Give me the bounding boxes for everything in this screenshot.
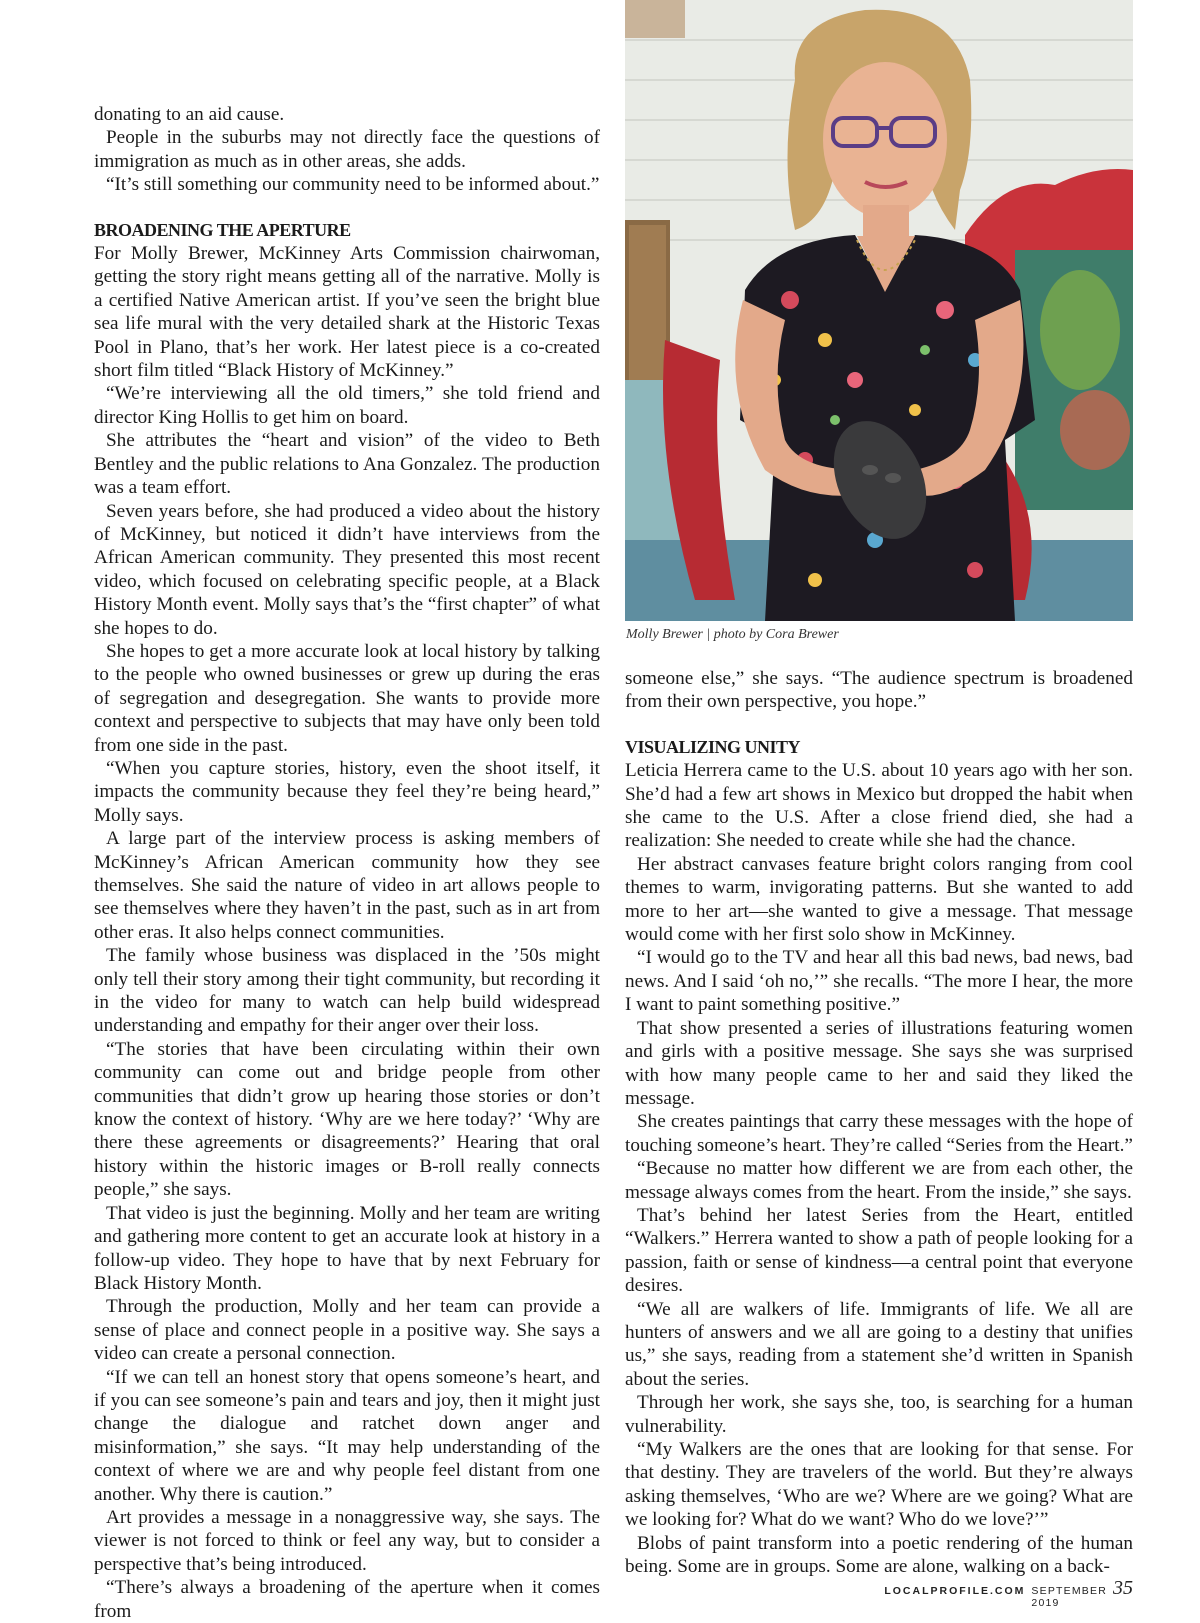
paragraph: That show presented a series of illustrations featuring women and girls with a positive message. She says she was surprised with how many people came to her and said they liked the message.	[625, 1017, 1133, 1109]
paragraph: A large part of the interview process is asking members of McKinney’s African American community how they see themselves. She said the nature of video in art allows people to see themselves where they haven’t in the past, such as in art from other eras. It also helps connect communities.	[94, 828, 600, 943]
paragraph: Her abstract canvases feature bright colors ranging from cool themes to warm, invigorating patterns. But she wanted to add more to her art—she wanted to give a message. That message would come with her first solo show in McKinney.	[625, 853, 1133, 946]
paragraph: “If we can tell an honest story that opens someone’s heart, and if you can see someone’s pain and tears and joy, then it might just change the dialogue and ratchet down anger and misinformation,” she says. “It may help understanding of the context of where we are and why people feel distant from one another. Why there is caution.”	[94, 1366, 600, 1505]
footer-site: LOCALPROFILE.COM	[884, 1585, 1026, 1597]
paragraph: That’s behind her latest Series from the Heart, entitled “Walkers.” Herrera wanted to show a path of people looking for a passion, faith or sense of kindness—a central point that everyone desires.	[625, 1204, 1133, 1297]
paragraph: “The stories that have been circulating within their own community can come out and bridge people from other communities that didn’t grow up hearing those stories or don’t know the context of history. ‘Why are we here today?’ ‘Why are there these agreements or disagreements?’ Hearing that oral history within the historic images or B-roll really connects people,” she says.	[94, 1038, 600, 1201]
paragraph: She attributes the “heart and vision” of the video to Beth Bentley and the public relations to Ana Gonzalez. The production was a team effort.	[94, 430, 600, 499]
paragraph: “It’s still something our community need to be informed about.”	[106, 174, 600, 196]
paragraph: Seven years before, she had produced a video about the history of McKinney, but noticed it didn’t have interviews from the African American community. They presented this most recent video, which focused on celebrating specific people, at a Black History Month event. Molly says that’s the “first chapter” of what she hopes to do.	[94, 500, 600, 639]
left-article-column	[94, 103, 600, 1623]
paragraph: People in the suburbs may not directly face the questions of immigration as much as in other areas, she adds.	[94, 127, 600, 172]
page-number: 35	[1113, 1577, 1133, 1599]
paragraph: “My Walkers are the ones that are looking for that sense. For that destiny. They are travelers of the world. But they’re always asking themselves, ‘Who are we? Where are we going? What are we looking for? What do we want? Who do we love?’”	[625, 1439, 1133, 1531]
paragraph: For Molly Brewer, McKinney Arts Commission chairwoman, getting the story right means getting all of the narrative. Molly is a certified Native American artist. If you’ve seen the bright blue sea life mural with the very detailed shark at the Historic Texas Pool in Plano, that’s her work. Her latest piece is a co-created short film titled “Black History of McKinney.”	[94, 243, 600, 382]
paragraph: Through her work, she says she, too, is searching for a human vulnerability.	[625, 1392, 1133, 1437]
page-footer	[884, 1577, 1133, 1609]
section-heading-visualizing: VISUALIZING UNITY	[625, 736, 801, 757]
molly-brewer-photo	[625, 0, 1133, 621]
paragraph: “When you capture stories, history, even the shoot itself, it impacts the community because they feel they’re being heard,” Molly says.	[94, 757, 600, 826]
paragraph: She creates paintings that carry these messages with the hope of touching someone’s heart. They’re called “Series from the Heart.”	[625, 1111, 1133, 1156]
footer-issue: SEPTEMBER 2019	[1031, 1585, 1107, 1609]
paragraph: someone else,” she says. “The audience spectrum is broadened from their own perspective, you hope.”	[625, 668, 1133, 713]
right-article-column	[625, 667, 1133, 1578]
paragraph: Art provides a message in a nonaggressive way, she says. The viewer is not forced to think or feel any way, but to consider a perspective that’s being introduced.	[94, 1506, 600, 1575]
section-heading-broadening: BROADENING THE APERTURE	[94, 219, 351, 240]
paragraph: She hopes to get a more accurate look at local history by talking to the people who owned businesses or grew up during the eras of segregation and desegregation. She wants to provide more context and perspective to subjects that may have only been told from one side in the past.	[94, 640, 600, 756]
paragraph: “Because no matter how different we are from each other, the message always comes from the heart. From the inside,” she says.	[625, 1158, 1133, 1203]
paragraph: Blobs of paint transform into a poetic rendering of the human being. Some are in groups. Some are alone, walking on a back-	[625, 1532, 1133, 1578]
paragraph: Leticia Herrera came to the U.S. about 10 years ago with her son. She’d had a few art shows in Mexico but dropped the habit when she came to the U.S. After a close friend died, she had a realization: She needed to create while she had the chance.	[625, 760, 1133, 852]
paragraph: Through the production, Molly and her team can provide a sense of place and connect people in a positive way. She says a video can create a personal connection.	[94, 1296, 600, 1365]
paragraph: “We all are walkers of life. Immigrants of life. We all are hunters of answers and we all are going to a destiny that unifies us,” she says, reading from a statement she’d written in Spanish about the series.	[625, 1298, 1133, 1390]
paragraph: The family whose business was displaced in the ’50s might only tell their story among their tight community, but recording it in the video for many to watch can help build widespread understanding and empathy for their anger over their loss.	[94, 945, 600, 1037]
paragraph: “We’re interviewing all the old timers,” she told friend and director King Hollis to get him on board.	[94, 383, 600, 428]
photo-caption: Molly Brewer | photo by Cora Brewer	[626, 627, 839, 642]
paragraph: “There’s always a broadening of the aperture when it comes from	[94, 1577, 600, 1622]
paragraph: “I would go to the TV and hear all this bad news, bad news, bad news. And I said ‘oh no,’” she recalls. “The more I hear, the more I want to paint something positive.”	[625, 947, 1133, 1016]
paragraph: donating to an aid cause.	[94, 104, 285, 125]
paragraph: That video is just the beginning. Molly and her team are writing and gathering more content to get an accurate look at history in a follow-up video. They hope to have that by next February for Black History Month.	[94, 1202, 600, 1294]
